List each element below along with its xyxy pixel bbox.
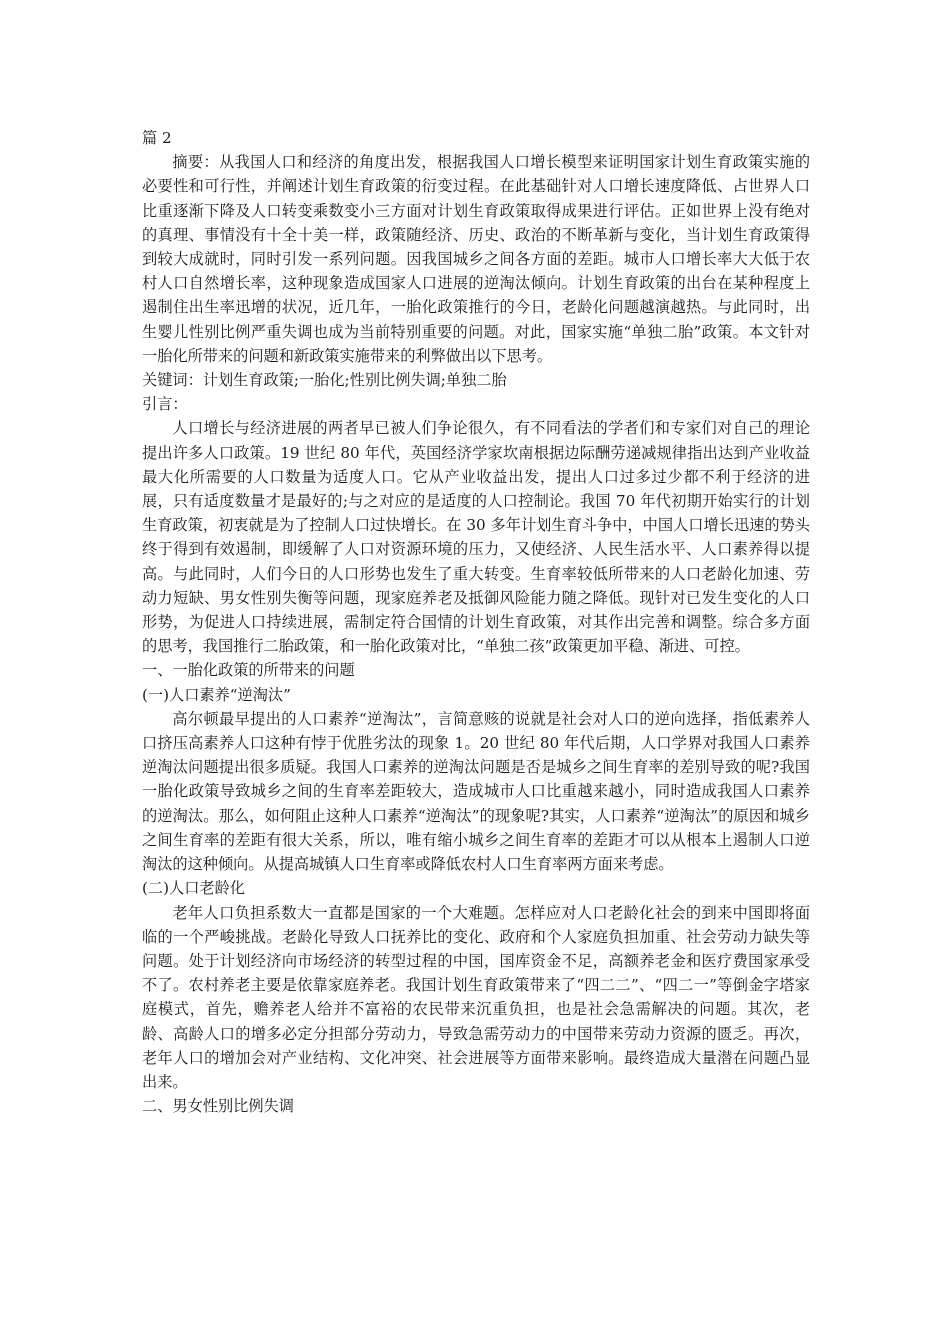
abstract-paragraph: 摘要：从我国人口和经济的角度出发，根据我国人口增长模型来证明国家计划生育政策实施的必要性和可行性，并阐述计划生育政策的衍变过程。在此基础针对人口增长速度降低、占世界人口比重逐渐下降及人口转变乘数变小三方面对计划生育政策取得成果进行评估。正如世界上没有绝对的真理、事情没有十全十美一样，政策随经济、历史、政治的不断革新与变化，当计划生育政策得到较大成就时，同时引发一系列问题。因我国城乡之间各方面的差距。城市人口增长率大大低于农村人口自然增长率，这种现象造成国家人口进展的逆淘汰倾向。计划生育政策的出台在某种程度上遏制住出生率迅增的状况，近几年，一胎化政策推行的今日，老龄化问题越演越热。与此同时，出生婴儿性别比例严重失调也成为当前特别重要的问题。对此，国家实施“单独二胎”政策。本文针对一胎化所带来的问题和新政策实施带来的利弊做出以下思考。 bbox=[142, 153, 810, 365]
subsection-2-paragraph: 老年人口负担系数大一直都是国家的一个大难题。怎样应对人口老龄化社会的到来中国即将面临的一个严峻挑战。老龄化导致人口抚养比的变化、政府和个人家庭负担加重、社会劳动力缺失等问题。处于计划经济向市场经济的转型过程的中国，国库资金不足，高额养老金和医疗费国家承受不了。农村养老主要是依靠家庭养老。我国计划生育政策带来了“四二二”、“四二一”等倒金字塔家庭模式，首先，赡养老人给并不富裕的农民带来沉重负担，也是社会急需解决的问题。其次，老龄、高龄人口的增多必定分担部分劳动力，导致急需劳动力的中国带来劳动力资源的匮乏。再次，老年人口的增加会对产业结构、文化冲突、社会进展等方面带来影响。最终造成大量潜在问题凸显出来。 bbox=[142, 903, 810, 1091]
section-1-heading: 一、一胎化政策的所带来的问题 bbox=[142, 661, 355, 680]
document-page bbox=[142, 126, 810, 1118]
subsection-2-heading: (二)人口老龄化 bbox=[142, 879, 245, 898]
intro-paragraph: 人口增长与经济进展的两者早已被人们争论很久，有不同看法的学者们和专家们对自己的理论提出许多人口政策。19 世纪 80 年代，英国经济学家坎南根据边际酬劳递减规律指出达到产业收益最大化所需要的人口数量为适度人口。它从产业收益出发，提出人口过多过少都不利于经济的进展，只有适度数量才是最好的;与之对应的是适度的人口控制论。我国 70 年代初期开始实行的计划生育政策，初衷就是为了控制人口过快增长。在 30 多年计划生育斗争中，中国人口增长迅速的势头终于得到有效遏制，即缓解了人口对资源环境的压力，又使经济、人民生活水平、人口素养得以提高。与此同时，人们今日的人口形势也发生了重大转变。生育率较低所带来的人口老龄化加速、劳动力短缺、男女性别失衡等问题，现家庭养老及抵御风险能力随之降低。现针对已发生变化的人口形势，为促进人口持续进展，需制定符合国情的计划生育政策，对其作出完善和调整。综合多方面的思考，我国推行二胎政策，和一胎化政策对比，“单独二孩”政策更加平稳、渐进、可控。 bbox=[142, 419, 810, 656]
part-label: 篇 2 bbox=[142, 129, 172, 147]
section-2-heading: 二、男女性别比例失调 bbox=[142, 1097, 294, 1116]
subsection-1-heading: (一)人口素养“逆淘汰” bbox=[142, 685, 291, 704]
subsection-1-paragraph: 高尔顿最早提出的人口素养“逆淘汰”，言简意赅的说就是社会对人口的逆向选择，指低素养人口挤压高素养人口这种有悖于优胜劣汰的现象 1。20 世纪 80 年代后期，人口学界对我国人口素养逆淘汰问题提出很多质疑。我国人口素养的逆淘汰问题是否是城乡之间生育率的差别导致的呢?我国一胎化政策导致城乡之间的生育率差距较大，造成城市人口比重越来越小，同时造成我国人口素养的逆淘汰。那么，如何阻止这种人口素养“逆淘汰”的现象呢?其实，人口素养“逆淘汰”的原因和城乡之间生育率的差距有很大关系，所以，唯有缩小城乡之间生育率的差距才可以从根本上遏制人口逆淘汰的这种倾向。从提高城镇人口生育率或降低农村人口生育率两方面来考虑。 bbox=[142, 709, 810, 874]
keywords-line: 关键词：计划生育政策;一胎化;性别比例失调;单独二胎 bbox=[142, 371, 507, 390]
intro-label: 引言： bbox=[142, 395, 188, 414]
